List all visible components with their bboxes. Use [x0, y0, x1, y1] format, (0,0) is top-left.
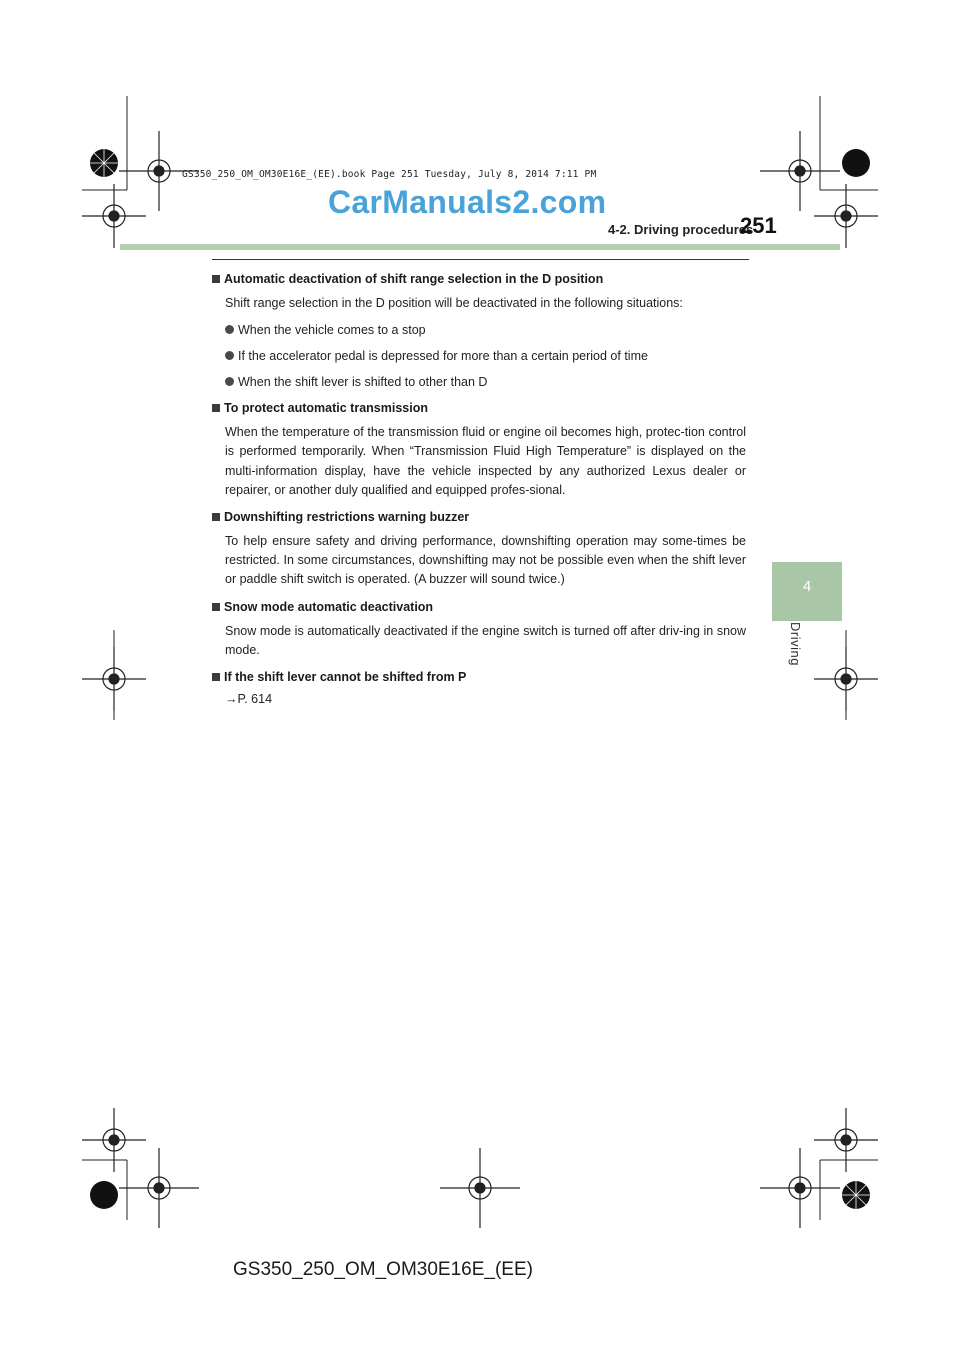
item-title [212, 270, 746, 288]
page-number: 251 [740, 213, 777, 238]
square-bullet-icon [212, 275, 220, 283]
list-item [212, 347, 746, 365]
item-title-text: To protect automatic transmission [224, 401, 428, 416]
item-title-text: If the shift lever cannot be shifted from P [224, 670, 467, 685]
item-title-text: Snow mode automatic deactivation [224, 599, 434, 614]
chapter-label: Driving [788, 622, 803, 666]
crosshair-icon [82, 184, 146, 248]
item-title [212, 399, 746, 417]
item-text: To help ensure safety and driving performance, downshifting operation may some-times be restricted. In some circumstances, downshifting may not be possible even when the shift lever or paddle shift switch is operated. (A buzzer will sound twice.) [225, 534, 746, 587]
item-title [212, 598, 746, 616]
starburst-icon [90, 149, 118, 177]
item-text: Snow mode is automatically deactivated if the engine switch is turned off after driv-ing in snow mode. [225, 623, 746, 657]
bullet-dot-icon [225, 325, 234, 334]
list-item [212, 373, 746, 391]
page-reference-link[interactable]: →P. 614 [225, 692, 273, 707]
footer-document-code: GS350_250_OM_OM30E16E_(EE) [233, 1259, 533, 1280]
crosshair-icon [814, 1108, 878, 1172]
bullet-dot-icon [225, 351, 234, 360]
solid-dot-icon [842, 149, 870, 177]
list-item-text: When the vehicle comes to a stop [238, 323, 426, 338]
bullet-dot-icon [225, 377, 234, 386]
list-item [212, 321, 746, 339]
starburst-icon [842, 1181, 870, 1209]
square-bullet-icon [212, 513, 220, 521]
watermark: CarManuals2.com [328, 184, 607, 220]
crosshair-icon [119, 1148, 199, 1228]
item-title [212, 668, 746, 686]
chapter-tab [772, 562, 842, 621]
item-title-text: Downshifting restrictions warning buzzer [224, 510, 470, 525]
item-title [212, 508, 746, 526]
square-bullet-icon [212, 404, 220, 412]
chapter-number: 4 [802, 578, 812, 595]
item-title-text: Automatic deactivation of shift range selection in the D position [224, 272, 604, 286]
divider [212, 259, 749, 260]
item-text: When the temperature of the transmission fluid or engine oil becomes high, protec-tion control is performed temporarily. When “Transmission Fluid High Temperature” is displayed on the multi-information display, have the vehicle inspected by any authorized Lexus dealer or repairer, or another duly qualified and equipped profes-sional. [225, 425, 746, 497]
square-bullet-icon [212, 673, 220, 681]
list-item-text: If the accelerator pedal is depressed for more than a certain period of time [238, 349, 648, 364]
section-title: 4-2. Driving procedures [608, 222, 754, 237]
crosshair-icon [440, 1148, 520, 1228]
chapter-label-wrap [787, 622, 803, 682]
header-bar [120, 244, 840, 250]
item-text: Shift range selection in the D position will be deactivated in the following situations: [225, 296, 683, 310]
crosshair-icon [82, 647, 146, 711]
crosshair-icon [82, 1108, 146, 1172]
crosshair-icon [814, 647, 878, 711]
crosshair-icon [760, 131, 840, 211]
list-item-text: When the shift lever is shifted to other than D [238, 375, 488, 390]
main-content [212, 270, 746, 708]
crosshair-icon [814, 184, 878, 248]
solid-dot-icon [90, 1181, 118, 1209]
book-info-line: GS350_250_OM_OM30E16E_(EE).book Page 251 Tuesday, July 8, 2014 7:11 PM [182, 169, 597, 180]
square-bullet-icon [212, 603, 220, 611]
